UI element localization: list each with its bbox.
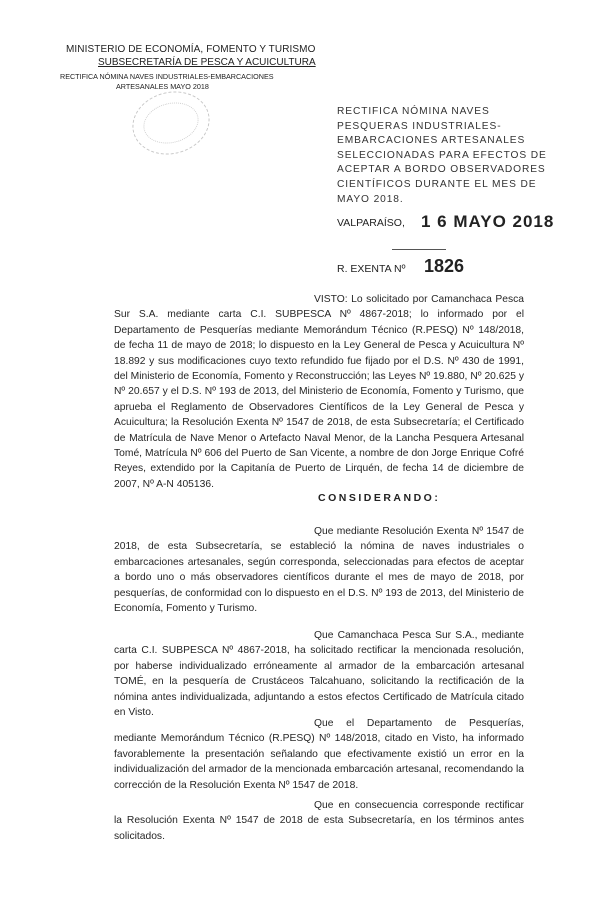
considerando-heading: CONSIDERANDO: (318, 492, 441, 504)
undersecretariat-name: SUBSECRETARÍA DE PESCA Y ACUICULTURA (98, 57, 316, 68)
signature-line (392, 249, 446, 250)
considerando-paragraph (114, 524, 524, 616)
date-stamp: 1 6 MAYO 2018 (421, 212, 555, 231)
considerando-paragraph (114, 716, 524, 793)
visto-paragraph (114, 292, 524, 492)
resolution-number: 1826 (424, 256, 465, 276)
place: VALPARAÍSO, (337, 217, 405, 229)
considerando-paragraph (114, 628, 524, 720)
reference-summary: RECTIFICA NÓMINA NAVES PESQUERAS INDUSTRIALES-EMBARCACIONES ARTESANALES SELECCIONADAS PARA EFECTOS DE ACEPTAR A BORDO OBSERVADORES CIENTÍFICOS DURANTE EL MES DE MAYO 2018. (337, 106, 547, 205)
subject-line-2: ARTESANALES MAYO 2018 (116, 82, 209, 91)
subject-line-1: RECTIFICA NÓMINA NAVES INDUSTRIALES-EMBARCACIONES (60, 72, 274, 81)
considerando-text: Que mediante Resolución Exenta Nº 1547 de 2018, de esta Subsecretaría, se estableció la nómina de naves industriales o embarcaciones artesanales, según corresponda, seleccionadas para efectos de aceptar a bordo uno o más observadores científicos durante el mes de mayo de 2018, por pesquerías, de conformidad con lo dispuesto en el D.S. Nº 193 de 2013, del Ministerio de Economía, Fomento y Turismo. (114, 526, 524, 615)
visto-text: VISTO: Lo solicitado por Camanchaca Pesca Sur S.A. mediante carta C.I. SUBPESCA Nº 4867-2018; lo informado por el Departamento de Pesquerías mediante Memorándum Técnico (R.PESQ) Nº 148/2018, de fecha 11 de mayo de 2018; lo dispuesto en la Ley General de Pesca y Acuicultura Nº 18.892 y sus modificaciones cuyo texto refundido fue fijado por el D.S. Nº 430 de 1991, del Ministerio de Economía, Fomento y Reconstrucción; las Leyes Nº 19.880, Nº 20.625 y Nº 20.657 y el D.S. Nº 193 de 2013, del Ministerio de Economía, Fomento y Turismo, que aprueba el Reglamento de Observadores Científicos de la Ley General de Pesca y Acuicultura; la Resolución Exenta Nº 1547 de 2018, de esta Subsecretaría; el Certificado de Matrícula de Nave Menor o Artefacto Naval Menor, de la Lancha Pesquera Artesanal Tomé, Matrícula Nº 606 del Puerto de San Vicente, a nombre de don Jorge Enrique Cofré Reyes, extendido por la Capitanía de Puerto de Lirquén, de fecha 14 de diciembre de 2007, Nº A-N 405136. (114, 294, 524, 490)
office-stamp (126, 83, 217, 162)
considerando-paragraph (114, 798, 524, 844)
considerando-text: Que en consecuencia corresponde rectificar la Resolución Exenta Nº 1547 de 2018 de esta Subsecretaría, en los términos antes solicitados. (114, 800, 524, 842)
considerando-text: Que Camanchaca Pesca Sur S.A., mediante carta C.I. SUBPESCA Nº 4867-2018, ha solicitado rectificar la mencionada resolución, por haberse individualizado erróneamente al armador de la embarcación artesanal TOMÉ, en la pesquería de Crustáceos Talcahuano, solicitando la rectificación de la nómina antes individualizada, adjuntando a estos efectos Certificado de Matrícula citado en Visto. (114, 630, 524, 719)
ministry-name: MINISTERIO DE ECONOMÍA, FOMENTO Y TURISMO (66, 44, 316, 55)
resolution-label: R. EXENTA Nº (337, 263, 406, 275)
considerando-text: Que el Departamento de Pesquerías, mediante Memorándum Técnico (R.PESQ) Nº 148/2018, citado en Visto, ha informado favorablemente la presentación señalando que efectivamente existió un error en la individualización del armador de la mencionada embarcación artesanal, recomendando la corrección de la Resolución Exenta Nº 1547 de 2018. (114, 718, 524, 791)
